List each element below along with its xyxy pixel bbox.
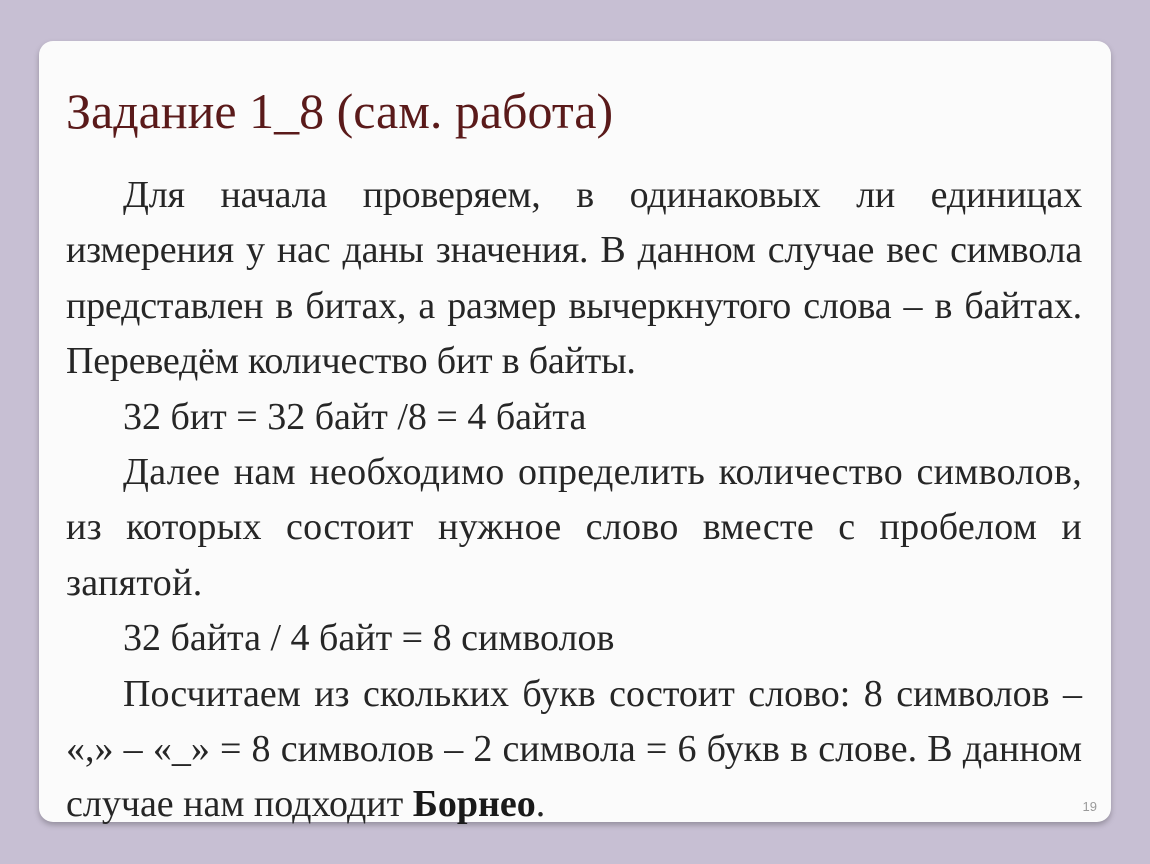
paragraph-units: Для начала проверяем, в одинаковых ли единицах измерения у нас даны значения. В данном случае вес символа представлен в битах, а размер вычеркнутого слова – в байтах. Переведём количество бит в байты.	[66, 174, 1082, 383]
paragraph-symbol-count: Далее нам необходимо определить количество символов, из которых состоит нужное слово вместе с пробелом и запятой.	[66, 451, 1082, 604]
answer-word: Борнео	[412, 783, 536, 826]
page-number: 19	[1082, 799, 1097, 814]
slide-body	[66, 168, 1082, 833]
slide	[39, 41, 1111, 826]
formula-symbols: 32 байта / 4 байт = 8 символов	[123, 617, 615, 660]
formula-bits-to-bytes: 32 бит = 32 байт /8 = 4 байта	[123, 395, 587, 438]
paragraph-letters	[66, 667, 1082, 833]
paragraph-letters-text: Посчитаем из скольких букв состоит слово: 8 символов – «,» – «_» = 8 символов – 2 символа = 6 букв в слове. В данном случае нам подходит	[66, 672, 1082, 826]
slide-title: Задание 1_8 (сам. работа)	[66, 83, 614, 139]
paragraph-letters-end: .	[535, 783, 546, 826]
